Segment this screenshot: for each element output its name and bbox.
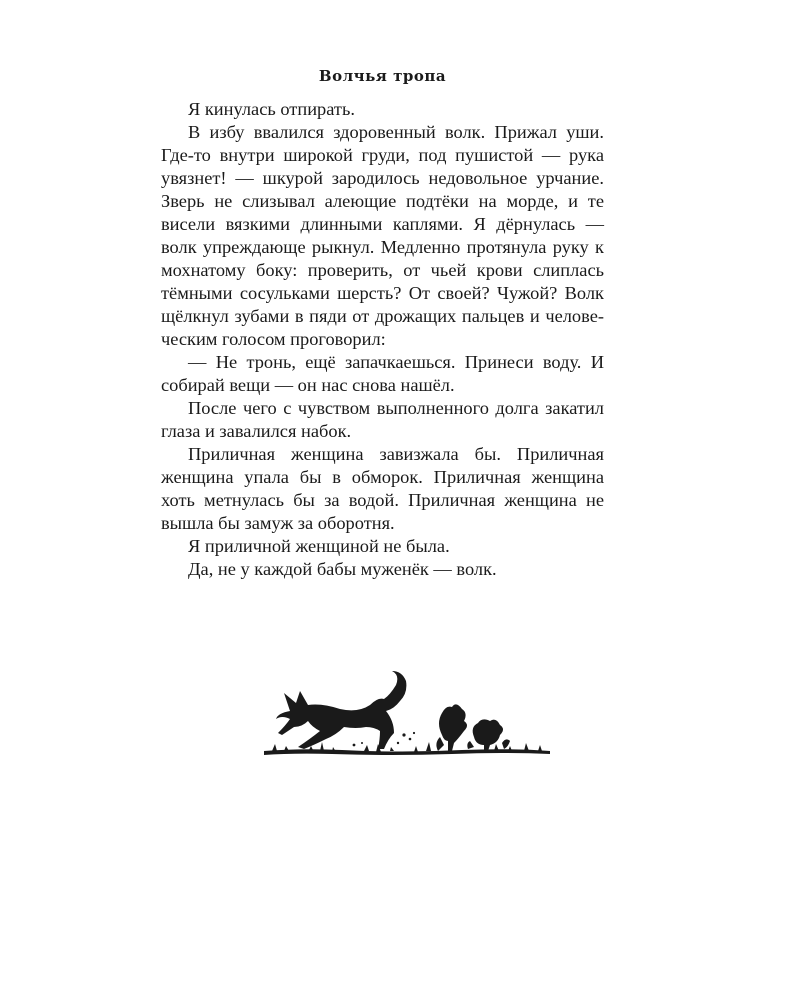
paragraph: Да, не у каждой бабы муженёк — волк. <box>188 559 497 579</box>
paragraph: В избу ввалился здоровенный волк. Прижал уши. Где-то внутри широкой груди, под пушистой — рука увязнет! — шкурой зародилось недовольное урчание. Зверь не слизывал алеющие подтёки на морде, и те висели вязкими длинными каплями. Я дёрнулась — волк упреждающе рыкнул. Медленно протянула руку к мохнатому боку: проверить, от чьей крови слиплась тёмными сосульками шерсть? От своей? Чужой? Волк щёлкнул зубами в пяди от дрожащих пальцев и человеческим голосом проговорил: <box>161 122 604 349</box>
running-title: Волчья тропа <box>318 67 447 85</box>
paragraph: Я кинулась отпирать. <box>188 99 355 119</box>
book-page <box>161 64 604 581</box>
running-wolf-silhouette-icon <box>262 665 552 760</box>
paragraph: После чего с чувством выполненного долга закатил глаза и завалился набок. <box>161 398 604 441</box>
paragraph: Я приличной женщиной не была. <box>188 536 450 556</box>
paragraph: — Не тронь, ещё запачкаешься. Принеси воду. И собирай вещи — он нас снова нашёл. <box>161 352 604 395</box>
body-text <box>161 98 604 581</box>
paragraph: Приличная женщина завизжала бы. Приличная женщина упала бы в обморок. Приличная женщина хоть метнулась бы за водой. Приличная женщина не вышла бы замуж за оборотня. <box>161 444 604 533</box>
